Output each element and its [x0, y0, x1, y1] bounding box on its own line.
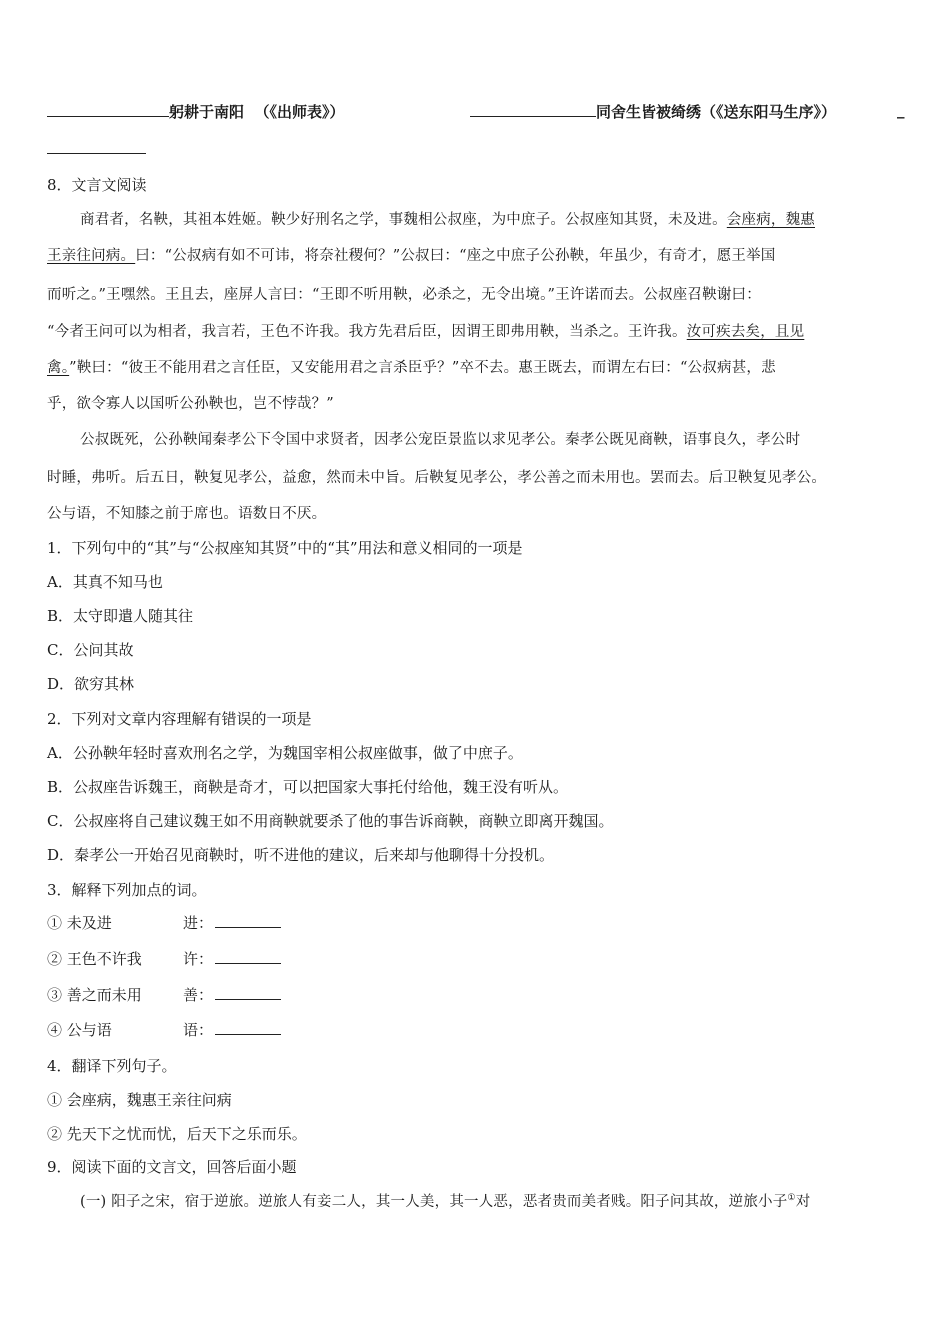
- header-left: [47, 101, 344, 122]
- translate-item: ② 先天下之忧而忧，后天下之乐而乐。: [47, 1125, 307, 1143]
- header-right: [470, 101, 836, 122]
- word-item: ③ 善之而未用 善：: [47, 984, 281, 1005]
- answer-blank[interactable]: [215, 913, 281, 928]
- passage-line: 王亲往问病。曰：“公叔病有如不可讳，将奈社稷何？”公叔曰：“座之中庶子公孙鞅，年虽少，有奇才，愿王举国: [47, 248, 776, 264]
- sub1-option-b[interactable]: B．太守即遣人随其往: [47, 607, 194, 625]
- sub4-stem: 4．翻译下列句子。: [47, 1057, 177, 1075]
- sub2-option-b[interactable]: B．公叔座告诉魏王，商鞅是奇才，可以把国家大事托付给他，魏王没有听从。: [47, 778, 569, 796]
- fill-blank-2[interactable]: [470, 102, 596, 117]
- fill-blank-3[interactable]: [47, 153, 146, 154]
- q9-passage-line: (一) 阳子之宋，宿于逆旅。逆旅人有妾二人，其一人美，其一人恶，恶者贵而美者贱。阳子问其故，逆旅小子①对: [80, 1193, 811, 1210]
- underlined-sentence: 禽。: [47, 360, 70, 376]
- passage-line: 乎，欲令寡人以国听公孙鞅也，岂不悖哉？”: [47, 396, 334, 412]
- fill-blank-1[interactable]: [47, 102, 169, 117]
- sub1-option-a[interactable]: A．其真不知马也: [47, 573, 163, 591]
- header-left-source: （《出师表》）: [254, 103, 345, 121]
- header-right-source: （《送东阳马生序》）: [701, 103, 837, 121]
- answer-blank[interactable]: [215, 1020, 281, 1035]
- passage-line: 而听之。”王嘿然。王且去，座屏人言曰：“王即不听用鞅，必杀之，无令出境。”王许诺而去。公叔座召鞅谢曰：: [47, 287, 761, 303]
- underlined-sentence: 汝可疾去矣，且见: [686, 324, 805, 340]
- header-dash: _: [897, 101, 905, 119]
- q9-title: 9．阅读下面的文言文，回答后面小题: [47, 1158, 297, 1176]
- passage-line: 时睡，弗听。后五日，鞅复见孝公，益愈，然而未中旨。后鞅复见孝公，孝公善之而未用也。罢而去。后卫鞅复见孝公。: [47, 470, 827, 486]
- word-item: ② 王色不许我 许：: [47, 948, 281, 969]
- sub2-option-a[interactable]: A．公孙鞅年轻时喜欢刑名之学，为魏国宰相公叔座做事，做了中庶子。: [47, 744, 523, 762]
- sub3-stem: 3．解释下列加点的词。: [47, 881, 207, 899]
- sub2-option-d[interactable]: D．秦孝公一开始召见商鞅时，听不进他的建议，后来却与他聊得十分投机。: [47, 846, 555, 864]
- underlined-sentence: 王亲往问病。: [47, 248, 136, 264]
- sub2-option-c[interactable]: C．公叔座将自己建议魏王如不用商鞅就要杀了他的事告诉商鞅，商鞅立即离开魏国。: [47, 812, 614, 830]
- passage-line: 禽。”鞅曰：“彼王不能用君之言任臣，又安能用君之言杀臣乎？”卒不去。惠王既去，而谓左右曰：“公叔病甚，悲: [47, 360, 776, 376]
- word-item: ④ 公与语 语：: [47, 1019, 281, 1040]
- translate-item: ① 会座病，魏惠王亲往问病: [47, 1091, 232, 1109]
- passage-line: 公与语，不知膝之前于席也。语数日不厌。: [47, 506, 327, 522]
- answer-blank[interactable]: [215, 949, 281, 964]
- footnote-marker: ①: [787, 1193, 796, 1204]
- header-left-fill: 躬耕于南阳: [169, 103, 245, 121]
- underlined-sentence: 会座病，魏惠: [726, 212, 815, 228]
- answer-blank[interactable]: [215, 985, 281, 1000]
- passage-line: “今者王问可以为相者，我言若，王色不许我。我方先君后臣，因谓王即弗用鞅，当杀之。王许我。汝可疾去矣，且见: [47, 324, 805, 340]
- sub1-option-c[interactable]: C．公问其故: [47, 641, 134, 659]
- sub2-stem: 2．下列对文章内容理解有错误的一项是: [47, 710, 312, 728]
- q8-title: 8．文言文阅读: [47, 176, 147, 194]
- word-item: ① 未及进 进：: [47, 912, 281, 933]
- passage-line: 公叔既死，公孙鞅闻秦孝公下令国中求贤者，因孝公宠臣景监以求见孝公。秦孝公既见商鞅，语事良久，孝公时: [80, 432, 801, 448]
- passage-line: 商君者，名鞅，其祖本姓姬。鞅少好刑名之学，事魏相公叔座，为中庶子。公叔座知其贤，未及进。会座病，魏惠: [80, 212, 815, 228]
- sub1-stem: 1．下列句中的“其”与“公叔座知其贤”中的“其”用法和意义相同的一项是: [47, 539, 523, 557]
- header-right-fill: 同舍生皆被绮绣: [596, 103, 702, 121]
- sub1-option-d[interactable]: D．欲穷其林: [47, 675, 135, 693]
